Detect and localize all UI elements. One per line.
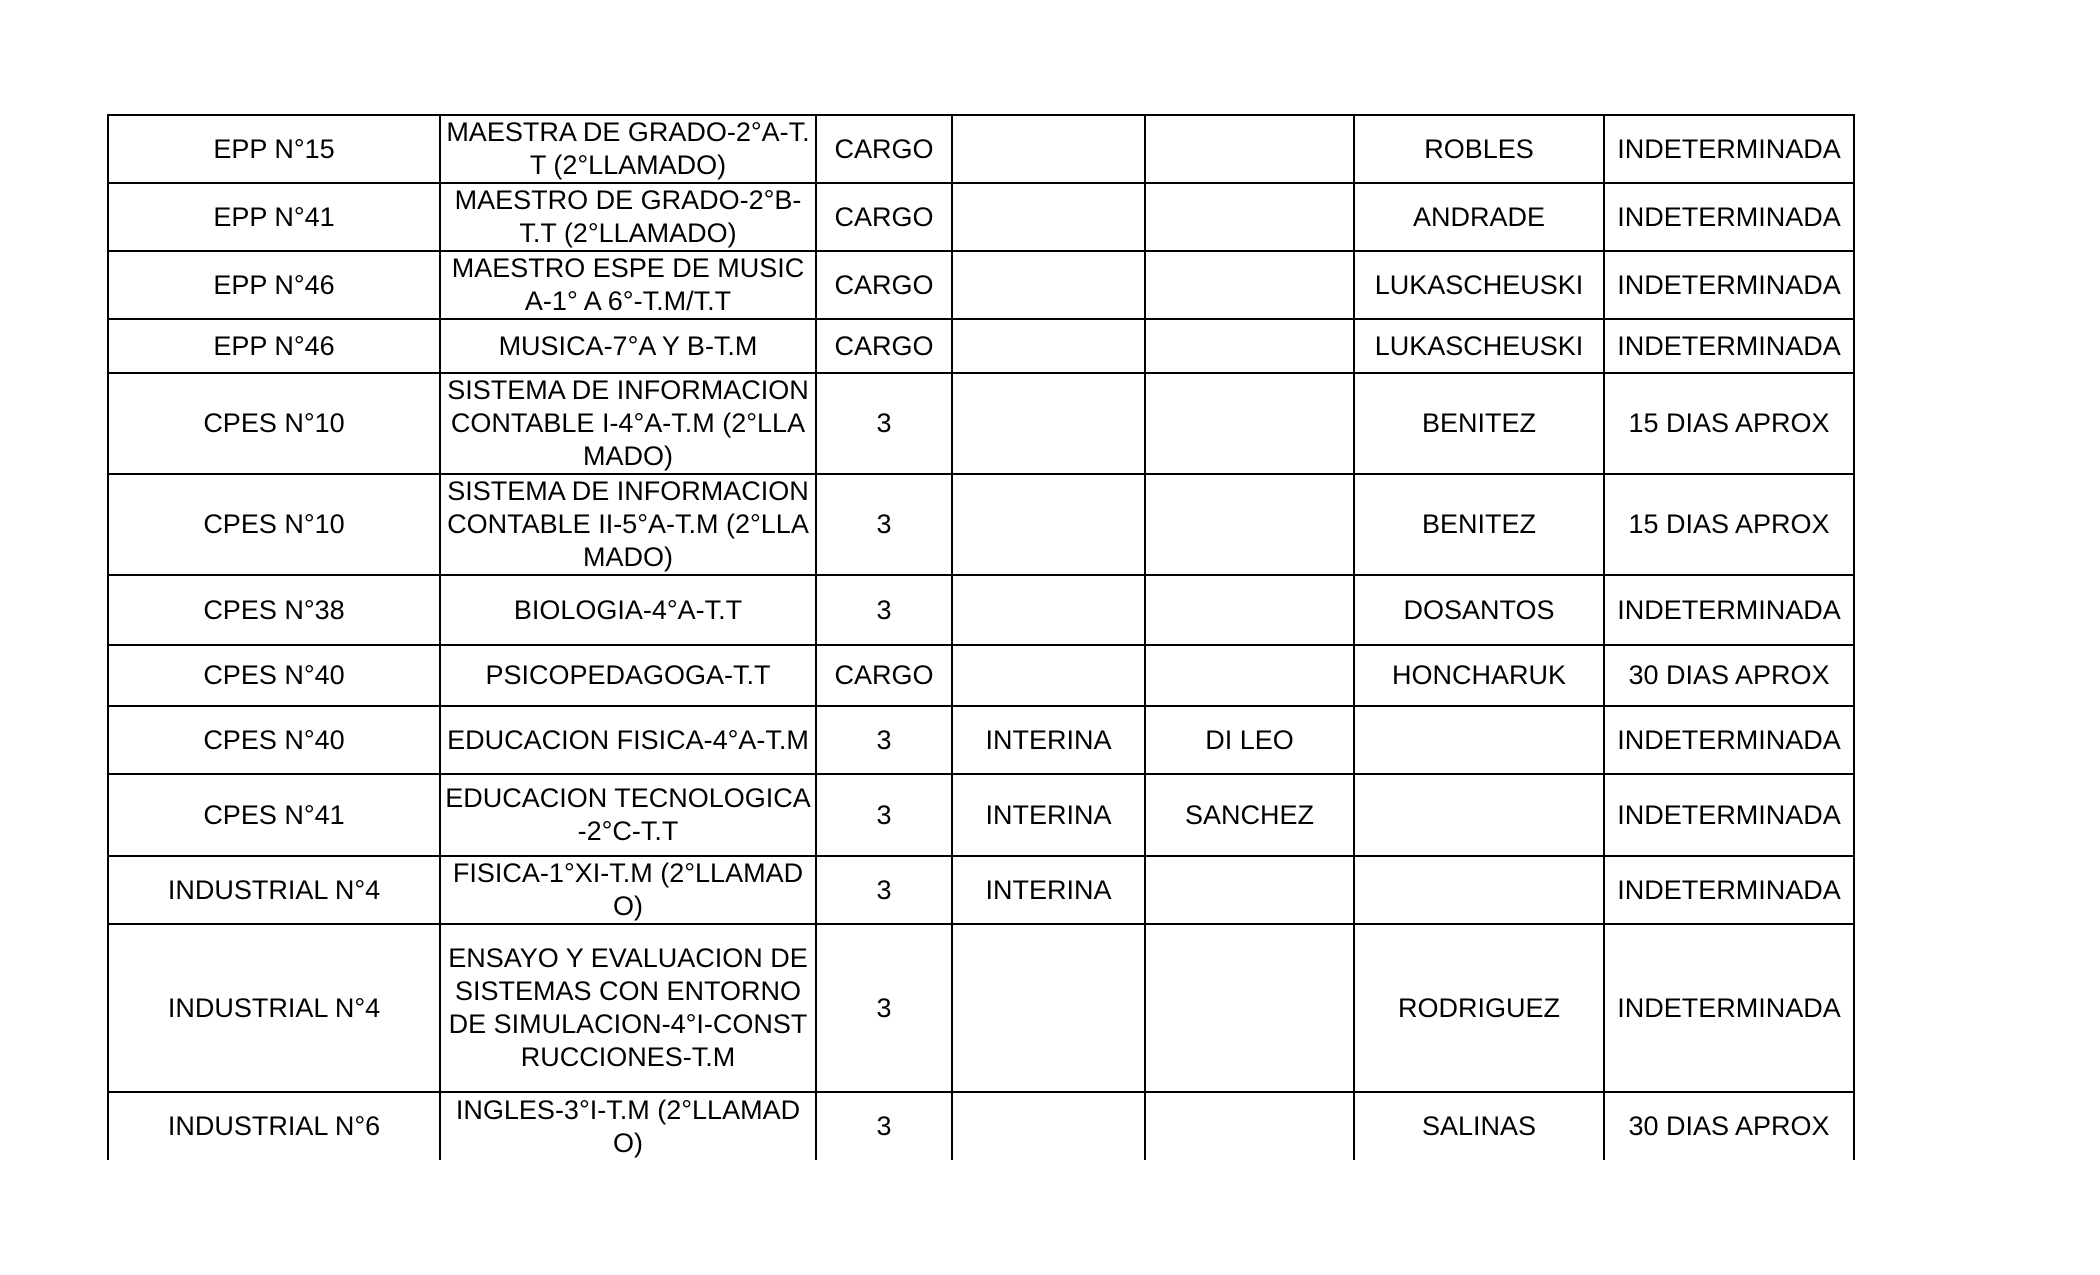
cell-substitute: BENITEZ — [1354, 474, 1604, 575]
table-row — [108, 706, 1854, 774]
cell-school: CPES N°10 — [108, 474, 440, 575]
cell-substitute — [1354, 774, 1604, 856]
cell-duration: 30 DIAS APROX — [1604, 1092, 1854, 1160]
cell-school: INDUSTRIAL N°6 — [108, 1092, 440, 1160]
cell-subject: MAESTRO DE GRADO-2°B-T.T (2°LLAMADO) — [440, 183, 816, 251]
cell-hours: 3 — [816, 1092, 952, 1160]
cell-hours: CARGO — [816, 645, 952, 706]
table-row — [108, 1092, 1854, 1160]
cell-school: CPES N°38 — [108, 575, 440, 645]
cell-substitute: HONCHARUK — [1354, 645, 1604, 706]
cell-school: INDUSTRIAL N°4 — [108, 856, 440, 924]
cell-status — [952, 183, 1145, 251]
cell-holder: DI LEO — [1145, 706, 1354, 774]
cell-holder — [1145, 924, 1354, 1092]
table-row — [108, 373, 1854, 474]
table-row — [108, 856, 1854, 924]
cell-substitute — [1354, 856, 1604, 924]
cell-school: CPES N°10 — [108, 373, 440, 474]
cell-holder — [1145, 474, 1354, 575]
cell-hours: CARGO — [816, 183, 952, 251]
cell-substitute: ROBLES — [1354, 115, 1604, 183]
cell-hours: 3 — [816, 774, 952, 856]
cell-substitute: RODRIGUEZ — [1354, 924, 1604, 1092]
cell-status — [952, 115, 1145, 183]
cell-status — [952, 575, 1145, 645]
cell-duration: INDETERMINADA — [1604, 706, 1854, 774]
cell-school: CPES N°41 — [108, 774, 440, 856]
cell-hours: 3 — [816, 924, 952, 1092]
cell-subject: SISTEMA DE INFORMACION CONTABLE I-4°A-T.M (2°LLAMADO) — [440, 373, 816, 474]
cell-status — [952, 1092, 1145, 1160]
cell-status — [952, 645, 1145, 706]
cell-subject: EDUCACION FISICA-4°A-T.M — [440, 706, 816, 774]
cell-holder: SANCHEZ — [1145, 774, 1354, 856]
cell-hours: 3 — [816, 856, 952, 924]
cell-duration: INDETERMINADA — [1604, 251, 1854, 319]
vacancy-table-sheet — [107, 114, 1855, 1160]
cell-school: EPP N°15 — [108, 115, 440, 183]
cell-duration: 15 DIAS APROX — [1604, 373, 1854, 474]
cell-subject: BIOLOGIA-4°A-T.T — [440, 575, 816, 645]
cell-duration: INDETERMINADA — [1604, 575, 1854, 645]
cell-school: EPP N°46 — [108, 251, 440, 319]
cell-status: INTERINA — [952, 774, 1145, 856]
table-row — [108, 774, 1854, 856]
cell-substitute: LUKASCHEUSKI — [1354, 251, 1604, 319]
table-row — [108, 645, 1854, 706]
cell-holder — [1145, 319, 1354, 373]
cell-substitute: BENITEZ — [1354, 373, 1604, 474]
cell-hours: CARGO — [816, 115, 952, 183]
cell-subject: SISTEMA DE INFORMACION CONTABLE II-5°A-T.M (2°LLAMADO) — [440, 474, 816, 575]
cell-status — [952, 373, 1145, 474]
cell-school: EPP N°46 — [108, 319, 440, 373]
cell-hours: 3 — [816, 474, 952, 575]
cell-school: EPP N°41 — [108, 183, 440, 251]
cell-holder — [1145, 645, 1354, 706]
cell-holder — [1145, 575, 1354, 645]
cell-status: INTERINA — [952, 706, 1145, 774]
cell-subject: FISICA-1°XI-T.M (2°LLAMADO) — [440, 856, 816, 924]
table-row — [108, 115, 1854, 183]
cell-hours: CARGO — [816, 251, 952, 319]
cell-duration: INDETERMINADA — [1604, 319, 1854, 373]
cell-status — [952, 319, 1145, 373]
cell-subject: INGLES-3°I-T.M (2°LLAMADO) — [440, 1092, 816, 1160]
table-body — [108, 115, 1854, 1160]
vacancy-table — [107, 114, 1855, 1160]
cell-duration: 30 DIAS APROX — [1604, 645, 1854, 706]
cell-substitute: DOSANTOS — [1354, 575, 1604, 645]
cell-subject: PSICOPEDAGOGA-T.T — [440, 645, 816, 706]
cell-subject: MAESTRA DE GRADO-2°A-T.T (2°LLAMADO) — [440, 115, 816, 183]
cell-holder — [1145, 373, 1354, 474]
cell-school: CPES N°40 — [108, 706, 440, 774]
cell-hours: CARGO — [816, 319, 952, 373]
cell-holder — [1145, 115, 1354, 183]
cell-duration: INDETERMINADA — [1604, 856, 1854, 924]
cell-hours: 3 — [816, 575, 952, 645]
cell-duration: INDETERMINADA — [1604, 115, 1854, 183]
table-row — [108, 924, 1854, 1092]
cell-duration: INDETERMINADA — [1604, 774, 1854, 856]
cell-duration: 15 DIAS APROX — [1604, 474, 1854, 575]
cell-school: INDUSTRIAL N°4 — [108, 924, 440, 1092]
table-row — [108, 575, 1854, 645]
cell-status: INTERINA — [952, 856, 1145, 924]
cell-duration: INDETERMINADA — [1604, 183, 1854, 251]
cell-subject: MAESTRO ESPE DE MUSICA-1° A 6°-T.M/T.T — [440, 251, 816, 319]
cell-hours: 3 — [816, 706, 952, 774]
cell-subject: ENSAYO Y EVALUACION DE SISTEMAS CON ENTORNO DE SIMULACION-4°I-CONSTRUCCIONES-T.M — [440, 924, 816, 1092]
table-row — [108, 474, 1854, 575]
cell-substitute: LUKASCHEUSKI — [1354, 319, 1604, 373]
cell-status — [952, 251, 1145, 319]
table-row — [108, 183, 1854, 251]
cell-substitute: SALINAS — [1354, 1092, 1604, 1160]
cell-subject: MUSICA-7°A Y B-T.M — [440, 319, 816, 373]
cell-status — [952, 924, 1145, 1092]
cell-holder — [1145, 856, 1354, 924]
cell-holder — [1145, 183, 1354, 251]
cell-holder — [1145, 251, 1354, 319]
table-row — [108, 251, 1854, 319]
cell-substitute: ANDRADE — [1354, 183, 1604, 251]
cell-substitute — [1354, 706, 1604, 774]
cell-holder — [1145, 1092, 1354, 1160]
table-row — [108, 319, 1854, 373]
cell-duration: INDETERMINADA — [1604, 924, 1854, 1092]
cell-school: CPES N°40 — [108, 645, 440, 706]
cell-hours: 3 — [816, 373, 952, 474]
cell-subject: EDUCACION TECNOLOGICA-2°C-T.T — [440, 774, 816, 856]
cell-status — [952, 474, 1145, 575]
